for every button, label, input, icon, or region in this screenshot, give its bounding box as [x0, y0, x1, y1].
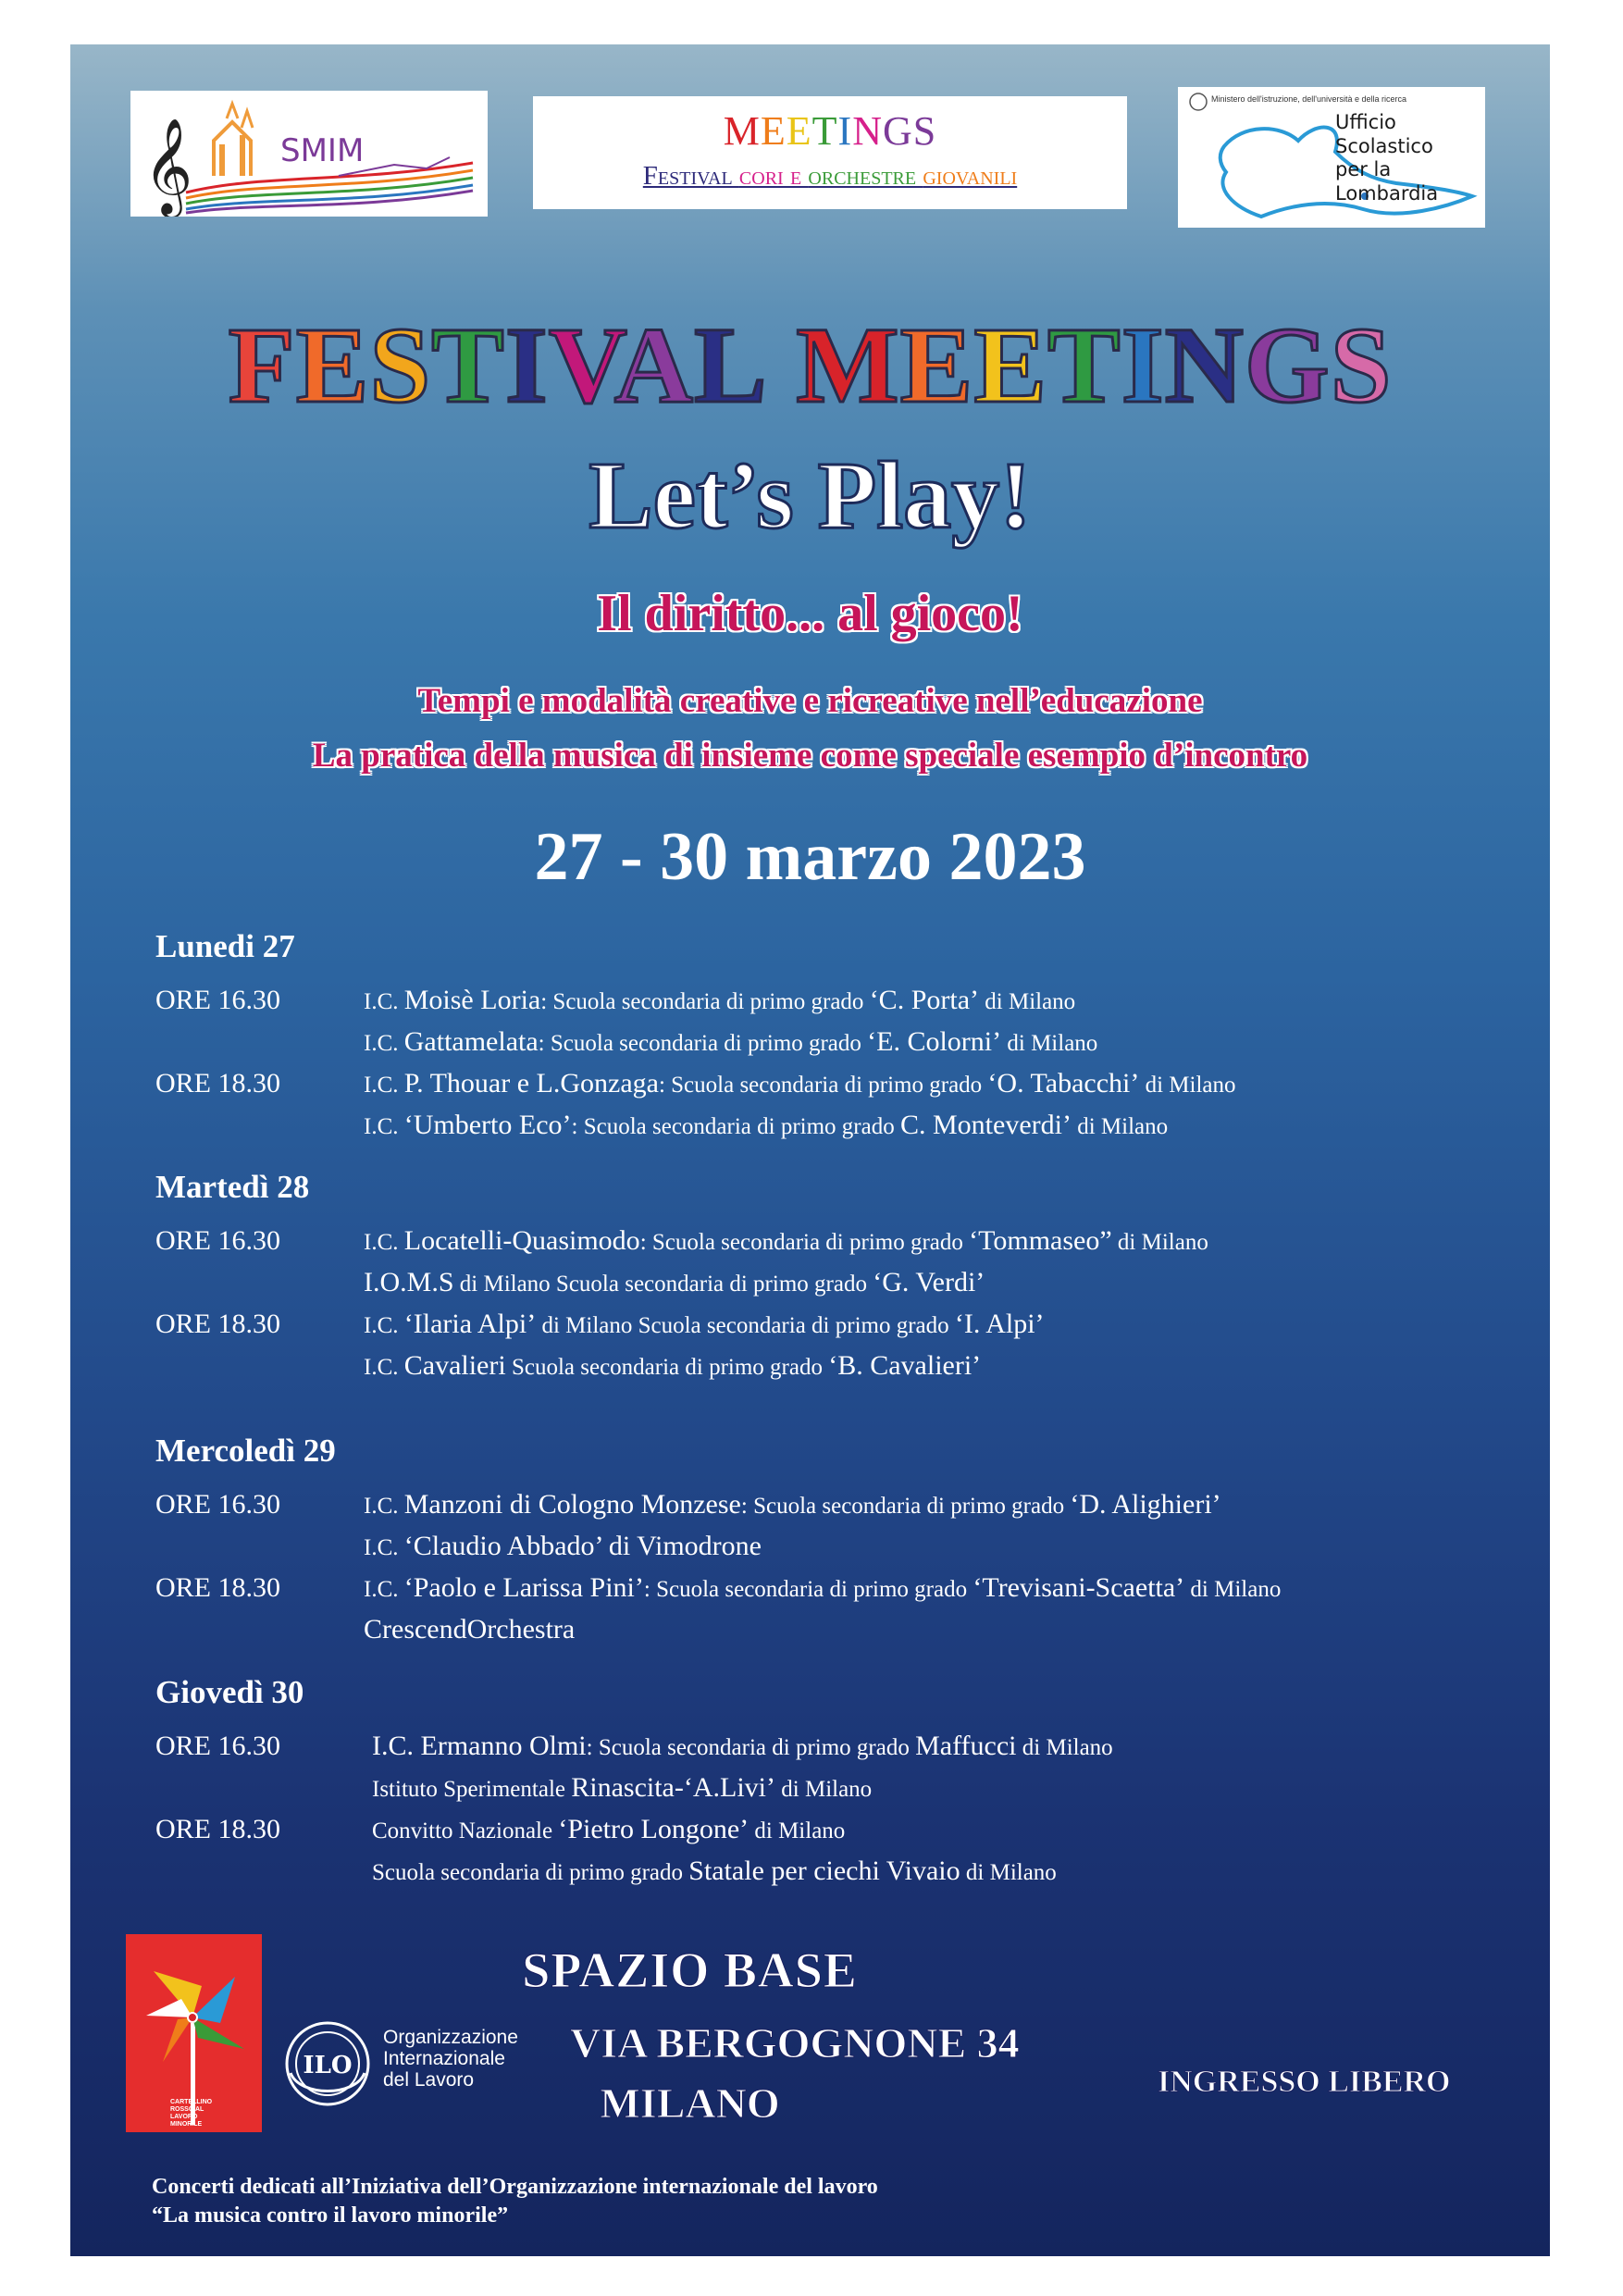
performer-entry: [364, 1267, 985, 1298]
entry-text: di Milano: [749, 1818, 846, 1843]
meetings-logo-subtitle: [533, 161, 1127, 192]
meetings-subtitle-part: orchestre: [808, 161, 923, 192]
time-slot: ORE 16.30: [155, 1731, 280, 1761]
performer-entry: [364, 1489, 1221, 1520]
meetings-subtitle-part: giovanili: [923, 161, 1018, 192]
entry-text: Scuola secondaria di primo grado: [372, 1860, 689, 1885]
entry-text: : Scuola secondaria di primo grado: [538, 1031, 868, 1056]
entry-text: di Milano Scuola secondaria di primo grado: [536, 1313, 955, 1338]
ilo-line: del Lavoro: [383, 2069, 475, 2091]
festival-title-letter: I: [1121, 304, 1165, 426]
entry-text: Statale per ciechi Vivaio: [688, 1855, 960, 1886]
lombardia-map-icon: [1178, 87, 1485, 228]
entry-text: di Milano: [1016, 1735, 1113, 1760]
tagline-line: La pratica della musica di insieme come speciale esempio d’incontro: [312, 737, 1308, 775]
meetings-logo-letter: S: [912, 108, 937, 154]
entry-text: : Scuola secondaria di primo grado: [740, 1494, 1071, 1519]
entry-text: : Scuola secondaria di primo grado: [658, 1073, 988, 1098]
cartellino-line: LAVORO: [170, 2114, 198, 2121]
performer-entry: [364, 1225, 1208, 1257]
cartellino-line: ROSSO AL: [170, 2106, 204, 2114]
asmim-logo-text: SMIM: [280, 132, 365, 169]
meetings-logo-title: [533, 109, 1127, 154]
festival-title-letter: F: [228, 304, 296, 426]
lets-play-title: Let’s Play!: [588, 442, 1032, 549]
ufficio-line: per la: [1335, 158, 1392, 181]
tagline-line: Tempi e modalità creative e ricreative nell’educazione: [417, 682, 1203, 720]
entry-text: Manzoni: [403, 1489, 503, 1520]
entry-text: ‘E. Colorni’: [867, 1026, 1002, 1057]
time-slot: ORE 16.30: [155, 985, 280, 1015]
entry-text: : Scuola secondaria di primo grado: [540, 989, 870, 1014]
entry-text: : Scuola secondaria di primo grado: [571, 1114, 900, 1139]
time-slot: ORE 18.30: [155, 1309, 280, 1339]
entry-text: di Cologno Monzese: [502, 1489, 741, 1520]
performer-entry: [364, 1350, 981, 1382]
time-slot: ORE 18.30: [155, 1572, 280, 1603]
entry-text: I.O.M.S: [364, 1267, 454, 1297]
festival-title-letter: S: [369, 304, 432, 426]
festival-title-letter: E: [295, 304, 370, 426]
entry-text: ‘Tommaseo”: [969, 1225, 1112, 1256]
day-heading: Martedì 28: [155, 1169, 310, 1205]
performer-entry: [364, 1531, 762, 1562]
footer-slogan: “La musica contro il lavoro minorile”: [152, 2203, 509, 2228]
entry-text: ‘G. Verdi’: [873, 1267, 985, 1297]
performer-entry: [364, 985, 1075, 1016]
festival-title-letter: T: [431, 304, 505, 426]
entry-text: Gattamelata: [403, 1026, 539, 1057]
time-slot: ORE 16.30: [155, 1225, 280, 1256]
ufficio-scolastico-logo: [1178, 87, 1485, 228]
entry-text: ‘Claudio Abbado’: [403, 1531, 602, 1561]
entry-text: di Milano: [1001, 1031, 1098, 1056]
festival-title-letter: I: [504, 304, 549, 426]
entry-text: ‘O. Tabacchi’: [987, 1068, 1140, 1098]
festival-title-letter: E: [973, 304, 1048, 426]
entry-text: ‘Pietro Longone’: [558, 1814, 750, 1844]
performer-entry: [364, 1614, 575, 1645]
entry-text: di Vimodrone: [601, 1531, 762, 1561]
meetings-subtitle-part: cori e: [738, 161, 809, 192]
meetings-festival-logo: [533, 96, 1127, 209]
meetings-logo-letter: N: [852, 108, 883, 154]
performer-entry: [364, 1572, 1281, 1604]
entry-text: Cavalieri: [403, 1350, 506, 1381]
treble-clef-icon: 𝄞: [143, 118, 193, 215]
festival-title-letter: E: [899, 304, 974, 426]
festival-title-letter: A: [613, 304, 694, 426]
entry-text: : Scuola secondaria di primo grado: [643, 1577, 973, 1602]
ministero-caption: Ministero dell'istruzione, dell'università e della ricerca: [1211, 94, 1407, 104]
time-slot: ORE 18.30: [155, 1814, 280, 1844]
entry-text: I.C.: [364, 1535, 404, 1560]
meetings-logo-letter: G: [882, 108, 913, 154]
entry-text: : Scuola secondaria di primo grado: [586, 1735, 916, 1760]
day-heading: Lunedi 27: [155, 928, 295, 964]
meetings-subtitle-part: Festival: [642, 161, 739, 192]
performer-entry: [372, 1855, 1057, 1887]
entry-text: Moisè Loria: [403, 985, 541, 1015]
entry-text: Istituto Sperimentale: [372, 1777, 572, 1802]
venue-name: SPAZIO BASE: [522, 1942, 858, 1998]
performer-entry: [364, 1309, 1045, 1340]
performer-entry: [372, 1772, 872, 1804]
festival-title-letter: V: [548, 304, 614, 426]
ufficio-scolastico-text: [1335, 111, 1438, 205]
asmim-logo: [130, 91, 488, 217]
poster: [70, 44, 1550, 2256]
asmim-logo-graphic: [130, 91, 488, 217]
festival-title-letter: L: [694, 304, 768, 426]
entry-text: ‘Paolo e Larissa Pini’: [403, 1572, 644, 1603]
entry-text: Scuola secondaria di primo grado: [505, 1355, 829, 1380]
entry-text: ‘Umberto Eco’: [403, 1110, 572, 1140]
festival-title-letter: M: [796, 304, 900, 426]
cartellino-line: MINORILE: [170, 2121, 203, 2128]
performer-entry: [372, 1814, 845, 1845]
entry-text: Maffucci: [915, 1731, 1017, 1761]
performer-entry: [364, 1026, 1097, 1058]
entry-text: I.C.: [364, 989, 404, 1014]
entry-text: CrescendOrchestra: [364, 1614, 576, 1644]
time-slot: ORE 18.30: [155, 1068, 280, 1098]
entry-text: di Milano: [1071, 1114, 1169, 1139]
entry-text: ‘B. Cavalieri’: [828, 1350, 982, 1381]
day-heading: Mercoledì 29: [155, 1433, 336, 1469]
free-entry-label: INGRESSO LIBERO: [1158, 2065, 1451, 2099]
performer-entry: [364, 1110, 1168, 1141]
meetings-logo-letter: I: [837, 108, 853, 154]
festival-title-letter: G: [1244, 304, 1331, 426]
entry-text: Convitto Nazionale: [372, 1818, 559, 1843]
entry-text: I.C.: [372, 1731, 421, 1761]
ufficio-line: Scolastico: [1335, 134, 1433, 157]
meetings-logo-letter: E: [786, 108, 812, 154]
entry-text: di Milano: [960, 1860, 1057, 1885]
entry-text: I.C.: [364, 1355, 404, 1380]
venue-address: VIA BERGOGNONE 34: [570, 2019, 1020, 2066]
footer-dedication: Concerti dedicati all’Iniziativa dell’Organizzazione internazionale del lavoro: [152, 2175, 878, 2199]
entry-text: ‘Trevisani-Scaetta’: [973, 1572, 1185, 1603]
entry-text: I.C.: [364, 1073, 404, 1098]
entry-text: I.C.: [364, 1494, 404, 1519]
entry-text: : Scuola secondaria di primo grado: [639, 1230, 970, 1255]
entry-text: Locatelli-Quasimodo: [403, 1225, 640, 1256]
cartellino-line: CARTELLINO: [170, 2099, 213, 2105]
festival-title-letter: S: [1330, 304, 1393, 426]
entry-text: di Milano: [1111, 1230, 1208, 1255]
entry-text: ‘I. Alpi’: [954, 1309, 1045, 1339]
entry-text: I.C.: [364, 1031, 404, 1056]
ilo-line: Organizzazione: [383, 2027, 518, 2048]
ilo-line: Internazionale: [383, 2048, 505, 2070]
event-dates: 27 - 30 marzo 2023: [534, 819, 1086, 895]
entry-text: Ermanno Olmi: [420, 1731, 587, 1761]
ufficio-line: Lombardia: [1335, 181, 1439, 205]
entry-text: ‘D. Alighieri’: [1070, 1489, 1221, 1520]
entry-text: I.C.: [364, 1230, 404, 1255]
entry-text: di Milano: [775, 1777, 873, 1802]
festival-title-letter: [768, 304, 797, 426]
festival-title: [70, 304, 1550, 426]
meetings-logo-letter: T: [812, 108, 838, 154]
ufficio-line: Ufficio: [1335, 111, 1396, 133]
day-heading: Giovedì 30: [155, 1674, 304, 1710]
subtitle: Il diritto... al gioco!: [597, 585, 1023, 642]
entry-text: di Milano: [1139, 1073, 1236, 1098]
time-slot: ORE 16.30: [155, 1489, 280, 1520]
ilo-mark: ILO: [303, 2052, 353, 2079]
entry-text: C. Monteverdi’: [899, 1110, 1072, 1140]
entry-text: I.C.: [364, 1114, 404, 1139]
entry-text: Rinascita-‘A.Livi’: [571, 1772, 776, 1803]
performer-entry: [364, 1068, 1236, 1099]
festival-title-letter: N: [1164, 304, 1245, 426]
meetings-logo-letter: E: [760, 108, 787, 154]
entry-text: ‘C. Porta’: [869, 985, 980, 1015]
entry-text: di Milano Scuola secondaria di primo grado: [453, 1272, 873, 1297]
entry-text: di Milano: [1184, 1577, 1282, 1602]
venue-city: MILANO: [600, 2079, 780, 2127]
meetings-logo-letter: M: [723, 108, 761, 154]
festival-title-letter: T: [1047, 304, 1121, 426]
entry-text: di Milano: [979, 989, 1076, 1014]
entry-text: P. Thouar e L.Gonzaga: [403, 1068, 659, 1098]
entry-text: ‘Ilaria Alpi’: [403, 1309, 537, 1339]
entry-text: I.C.: [364, 1313, 404, 1338]
performer-entry: [372, 1731, 1113, 1762]
entry-text: I.C.: [364, 1577, 404, 1602]
